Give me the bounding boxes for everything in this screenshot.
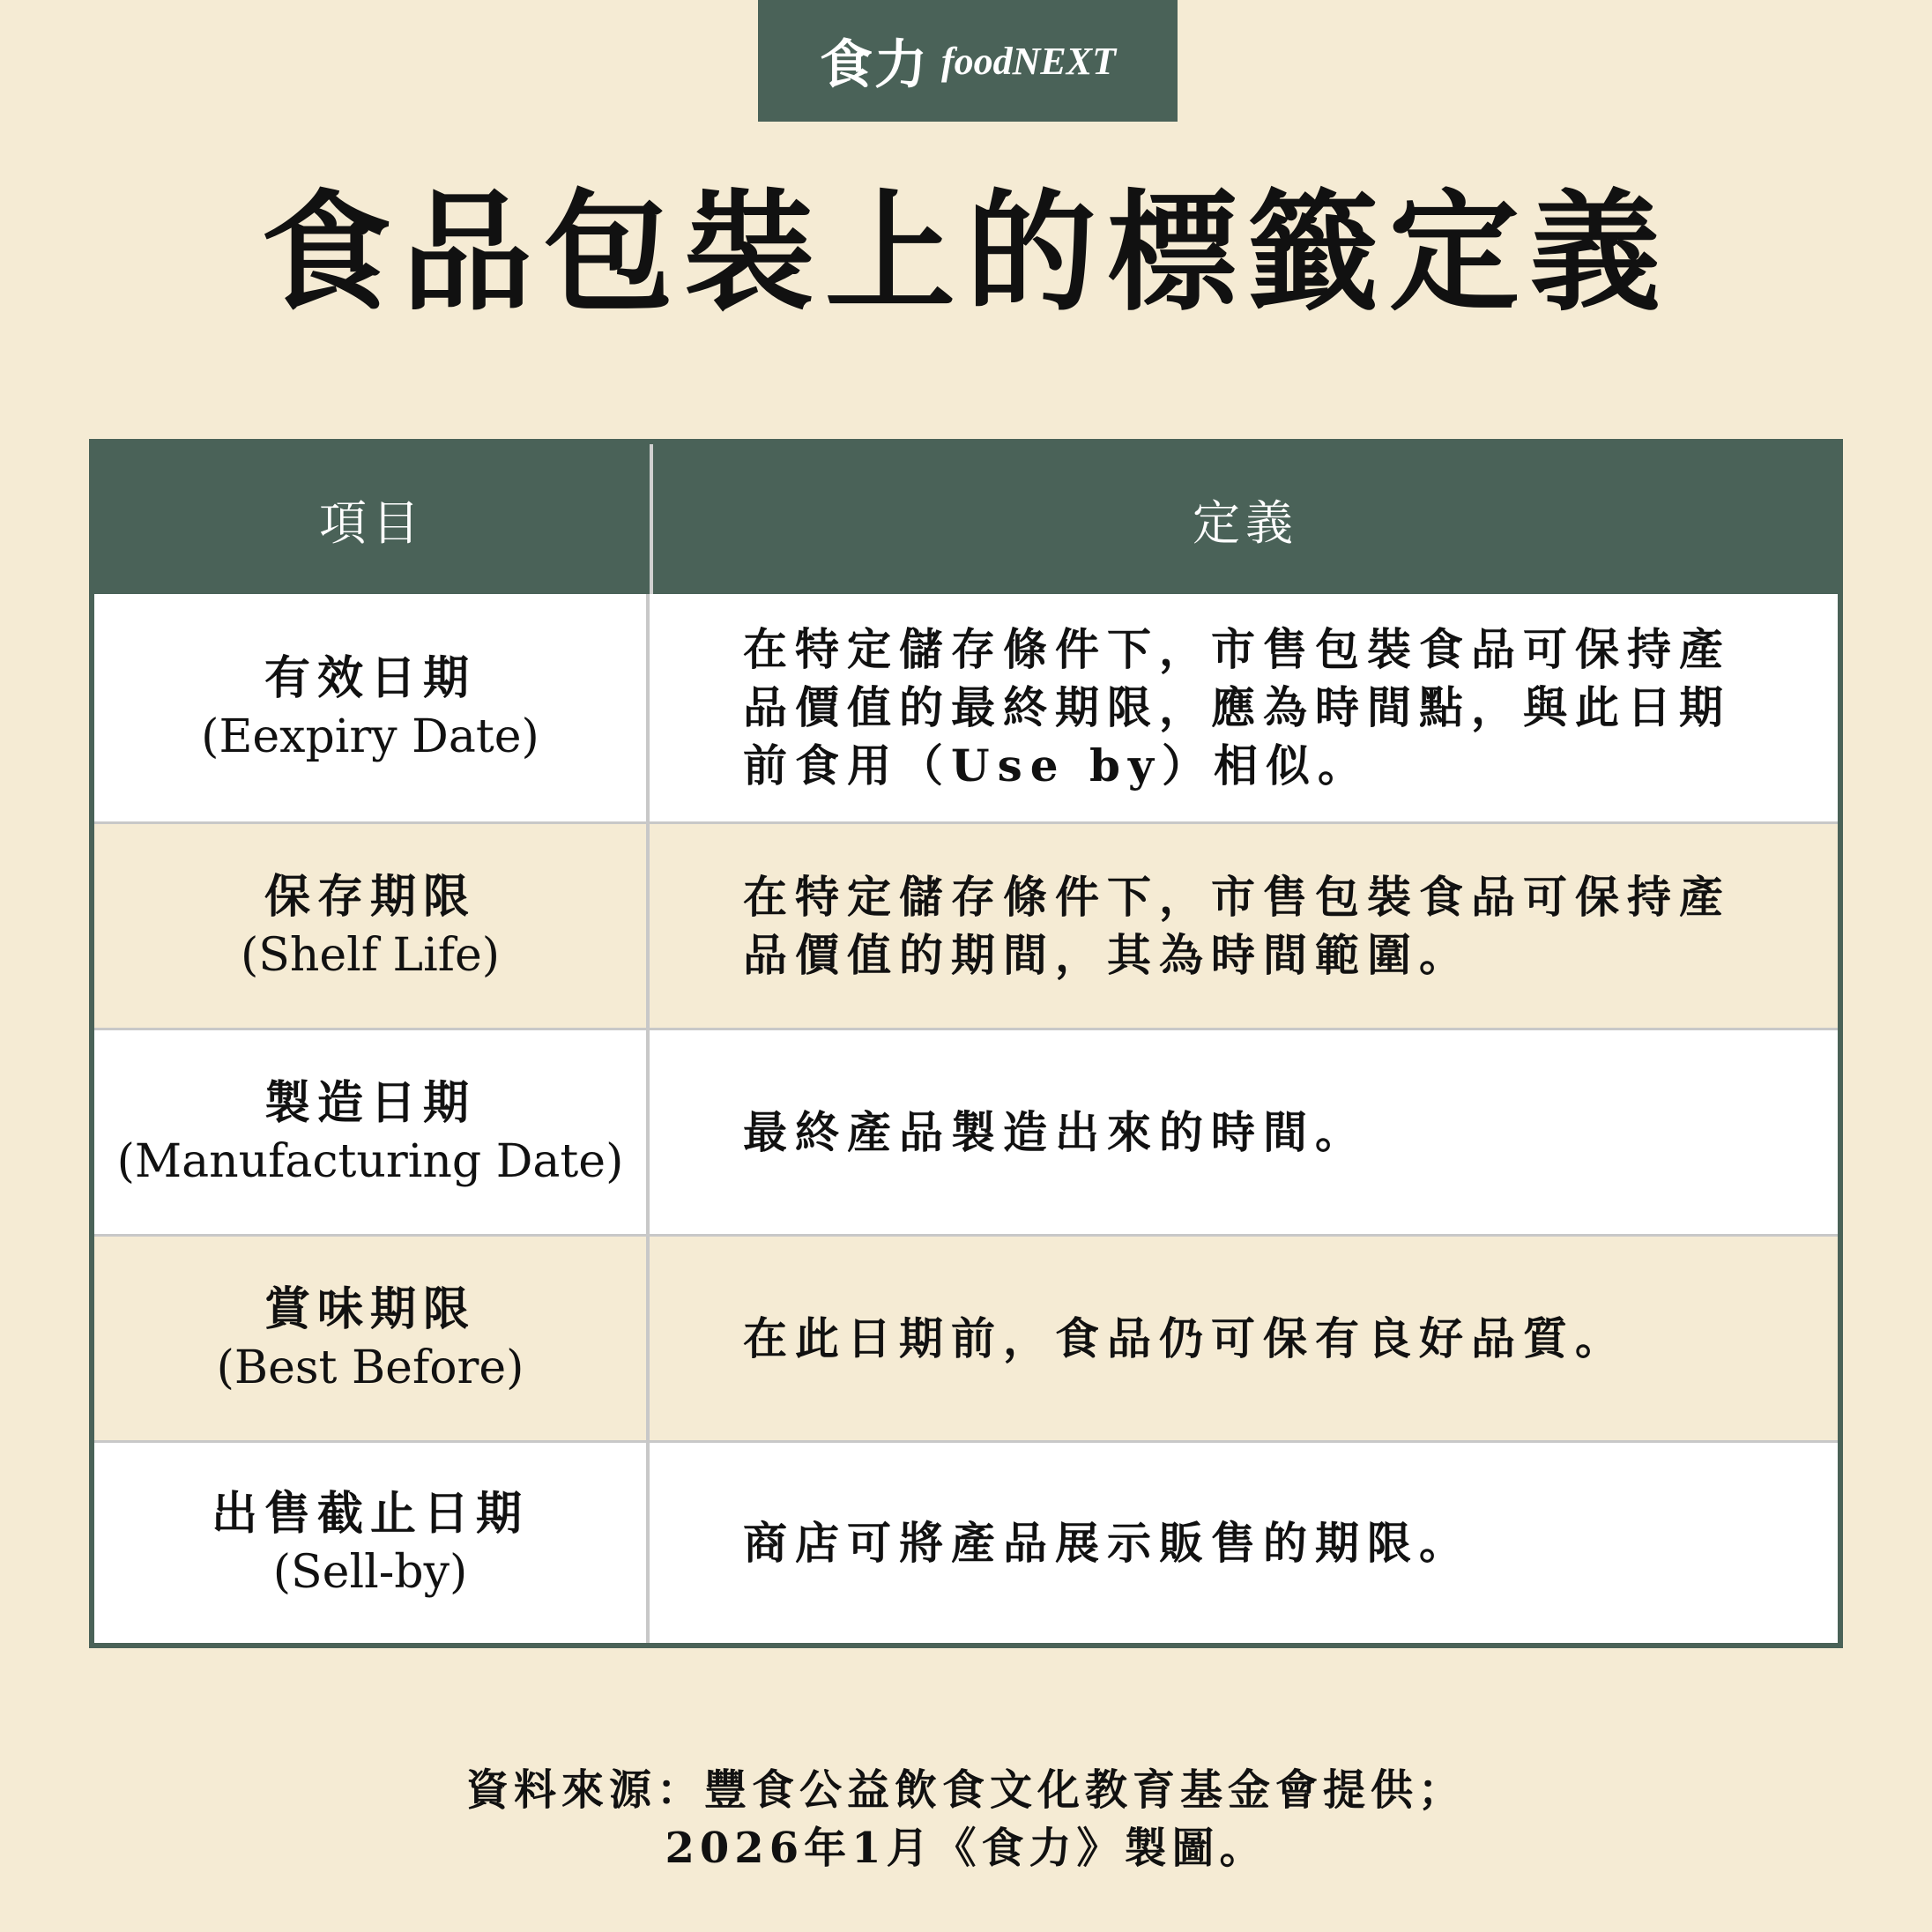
definition-cell: 在特定儲存條件下，市售包裝食品可保持產品價值的最終期限，應為時間點，與此日期前食用（Use by）相似。 <box>743 623 1731 791</box>
item-cell <box>94 1030 650 1234</box>
definition-cell: 最終產品製造出來的時間。 <box>743 1105 1367 1158</box>
logo-chinese: 食力 <box>820 34 929 96</box>
item-name-zh: 出售截止日期 <box>211 1486 529 1541</box>
item-name-en: (Eexpiry Date) <box>201 710 539 763</box>
table-row <box>94 594 1838 821</box>
item-name-en: (Shelf Life) <box>240 928 501 982</box>
header-item: 項目 <box>94 444 653 594</box>
header-definition: 定義 <box>1193 494 1298 551</box>
source-line-1: 資料來源：豐食公益飲食文化教育基金會提供； <box>465 1765 1466 1815</box>
definition-cell: 商店可將產品展示販售的期限。 <box>743 1516 1471 1569</box>
definition-cell: 在此日期前，食品仍可保有良好品質。 <box>743 1312 1627 1364</box>
item-cell <box>94 824 650 1028</box>
item-name-zh: 賞味期限 <box>264 1282 476 1336</box>
item-name-en: (Sell-by) <box>272 1545 468 1599</box>
source-note <box>0 1761 1932 1877</box>
source-line-2: 2026年1月《食力》製圖。 <box>665 1824 1267 1873</box>
item-name-en: (Manufacturing Date) <box>116 1134 624 1188</box>
item-name-zh: 製造日期 <box>264 1075 476 1130</box>
definition-table <box>89 439 1843 1648</box>
item-cell <box>94 594 650 821</box>
item-cell <box>94 1443 650 1643</box>
brand-logo <box>758 0 1178 122</box>
table-row <box>94 821 1838 1028</box>
page-title: 食品包裝上的標籤定義 <box>261 175 1671 329</box>
table-row <box>94 1440 1838 1643</box>
logo-english: foodNEXT <box>941 39 1116 83</box>
table-row <box>94 1028 1838 1234</box>
item-name-zh: 保存期限 <box>264 869 476 924</box>
table-header <box>94 444 1838 594</box>
item-name-zh: 有效日期 <box>264 651 476 705</box>
definition-cell: 在特定儲存條件下，市售包裝食品可保持產品價值的期間，其為時間範圍。 <box>743 870 1731 981</box>
table-row <box>94 1234 1838 1440</box>
item-cell <box>94 1237 650 1440</box>
item-name-en: (Best Before) <box>216 1341 524 1394</box>
